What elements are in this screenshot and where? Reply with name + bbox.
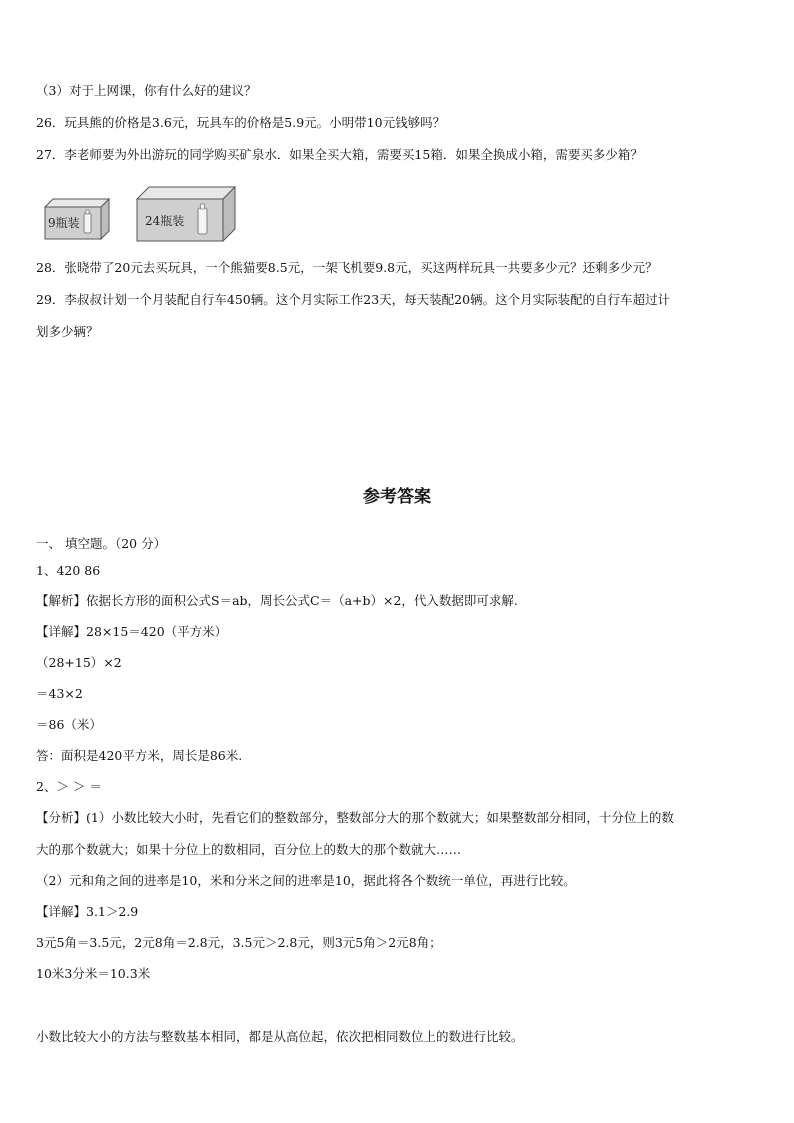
answer-2: 2、＞ ＞ ＝	[36, 779, 102, 794]
answer-1-step1: （28+15）×2	[36, 655, 122, 670]
answer-1-conclusion: 答：面积是420平方米，周长是86米.	[36, 748, 243, 763]
small-box-label: 9瓶装	[48, 216, 80, 230]
question-27: 27．李老师要为外出游玩的同学购买矿泉水．如果全买大箱，需要买15箱．如果全换成小箱，需要买多少箱？	[36, 147, 643, 162]
answer-2-step2: 10米3分米＝10.3米	[36, 966, 151, 981]
large-box-label: 24瓶装	[145, 214, 185, 228]
question-26: 26．玩具熊的价格是3.6元，玩具车的价格是5.9元。小明带10元钱够吗？	[36, 115, 446, 130]
answers-title: 参考答案	[363, 487, 431, 507]
answer-1-detail: 【详解】28×15＝420（平方米）	[36, 624, 228, 639]
answer-2-note: 小数比较大小的方法与整数基本相同，都是从高位起，依次把相同数位上的数进行比较。	[36, 1029, 524, 1044]
answer-1-analysis: 【解析】依据长方形的面积公式S＝ab，周长公式C＝（a+b）×2，代入数据即可求解.	[36, 593, 518, 608]
answer-2-analysis-line2: 大的那个数就大；如果十分位上的数相同，百分位上的数大的那个数就大……	[36, 842, 462, 857]
answer-1-step2: ＝43×2	[36, 686, 83, 701]
answer-1-step3: ＝86（米）	[36, 717, 102, 732]
question-29-line2: 划多少辆？	[36, 324, 99, 339]
question-29-line1: 29．李叔叔计划一个月装配自行车450辆。这个月实际工作23天，每天装配20辆。这个月实际装配的自行车超过计	[36, 292, 671, 307]
answer-2-analysis-line1: 【分析】(1）小数比较大小时，先看它们的整数部分，整数部分大的那个数就大；如果整数部分相同，十分位上的数	[36, 810, 674, 825]
large-box-figure	[136, 186, 236, 242]
answers-section-heading: 一、 填空题。（20 分）	[36, 536, 167, 551]
question-25-3: （3）对于上网课，你有什么好的建议？	[36, 83, 257, 98]
answer-2-analysis-line3: （2）元和角之间的进率是10，米和分米之间的进率是10，据此将各个数统一单位，再进行比较。	[36, 873, 576, 888]
small-box-figure	[44, 198, 110, 240]
answer-2-detail: 【详解】3.1＞2.9	[36, 904, 139, 919]
answer-2-step1: 3元5角＝3.5元，2元8角＝2.8元，3.5元＞2.8元，则3元5角＞2元8角；	[36, 935, 442, 950]
question-28: 28．张晓带了20元去买玩具，一个熊猫要8.5元，一架飞机要9.8元，买这两样玩具一共要多少元？还剩多少元？	[36, 260, 658, 275]
answer-1: 1、420 86	[36, 563, 101, 578]
